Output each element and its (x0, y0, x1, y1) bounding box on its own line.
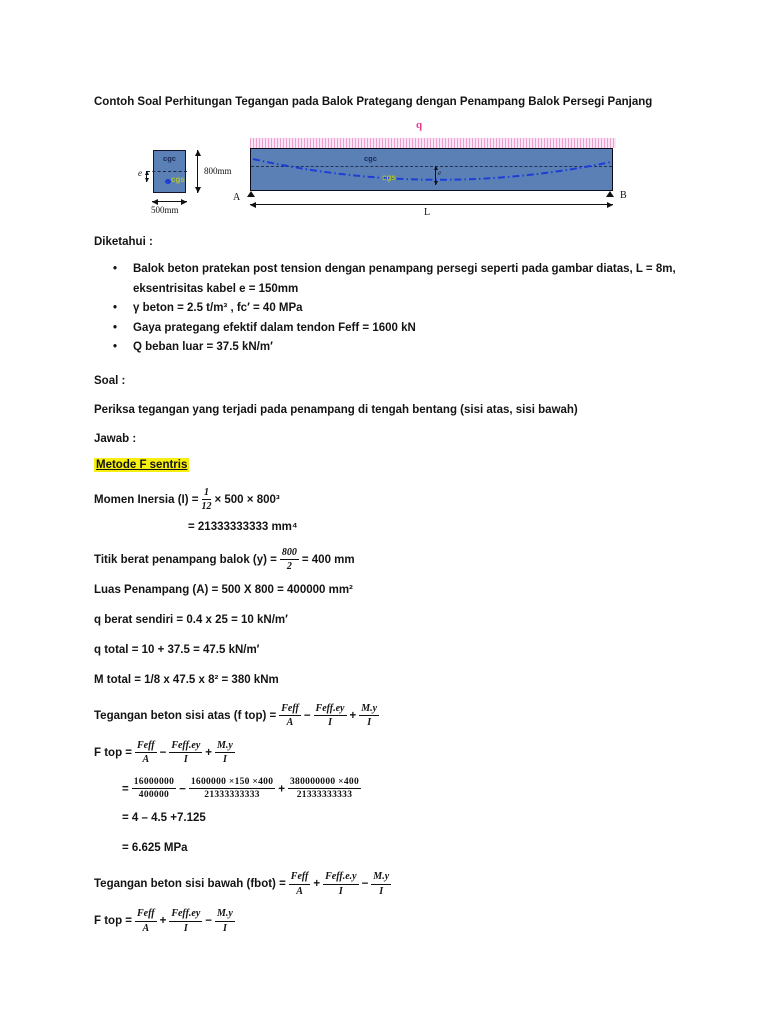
page-title: Contoh Soal Perhitungan Tegangan pada Balok Prategang dengan Penampang Balok Persegi Panjang (94, 96, 653, 108)
fraction: $\frac{800}{2}$ (281, 546, 297, 572)
cgs-label: cgs (171, 175, 185, 184)
fraction: $\frac{\text{Feff}}{A}$ (137, 739, 155, 765)
operator: + (313, 878, 321, 891)
eq-ftop (94, 740, 679, 766)
eq-ftop-numeric (122, 777, 679, 802)
eq-fbot (94, 908, 679, 934)
eq-ftop-result-1: = 4 – 4.5 +7.125 (122, 812, 206, 825)
fraction: $\frac{M.y}{I}$ (217, 739, 233, 765)
eq-lhs: Tegangan beton sisi atas (f top) = (94, 709, 277, 722)
method-heading (94, 459, 679, 471)
known-item: • γ beton = 2.5 t/m³ , fc′ = 40 MPa (94, 299, 679, 319)
width-dim-arrow (152, 201, 187, 202)
eq-m-total: M total = 1/8 x 47.5 x 8² = 380 kNm (94, 673, 279, 686)
eq-q-total: q total = 10 + 37.5 = 47.5 kN/m′ (94, 643, 260, 656)
fraction: $\frac{1}{12}$ (201, 486, 212, 512)
eq-lhs: Titik berat penampang balok (y) = (94, 553, 277, 566)
operator: − (159, 746, 167, 759)
eq-lhs: = (122, 782, 129, 795)
operator: − (361, 878, 369, 891)
known-heading: Diketahui : (94, 236, 153, 248)
fraction: $\frac{\text{Feff.ey}}{I}$ (171, 739, 201, 765)
operator: + (349, 709, 357, 722)
eq-rhs: = 400 mm (301, 553, 355, 566)
operator: − (205, 915, 213, 928)
fraction: $\frac{\text{Feff}}{A}$ (281, 702, 299, 728)
known-list (94, 260, 679, 358)
tendon-profile-curve (251, 149, 614, 192)
support-a-label: A (233, 192, 241, 203)
fraction: $\frac{1600000 \times 150 \times 400}{21333333333}$ (190, 776, 274, 801)
known-item: • Gaya prategang efektif dalam tendon Feff = 1600 kN (94, 319, 679, 339)
answer-heading: Jawab : (94, 432, 137, 445)
span-dim-label: L (424, 207, 431, 218)
eq-luas: Luas Penampang (A) = 500 X 800 = 400000 mm² (94, 583, 353, 596)
fraction: $\frac{16000000}{400000}$ (133, 776, 175, 801)
width-dim-label: 500mm (151, 205, 179, 215)
beam-cgs-label: cgs (382, 173, 396, 182)
height-dim-arrow (197, 150, 198, 193)
problem-heading: Soal : (94, 374, 126, 387)
fraction: $\frac{M.y}{I}$ (361, 702, 378, 728)
eccentricity-arrow (146, 171, 147, 182)
support-b-label: B (620, 190, 627, 201)
cross-section-centroid-line (147, 171, 187, 172)
known-item: • Q beban luar = 37.5 kN/m′ (94, 338, 679, 358)
eq-ftop-result-2: = 6.625 MPa (122, 842, 188, 855)
fraction: $\frac{\text{Feff}}{A}$ (290, 871, 309, 897)
eccentricity-label: e (138, 168, 142, 178)
beam-eccentricity-label: e (438, 169, 442, 177)
method-highlight: Metode F sentris (96, 458, 188, 471)
eq-inersia-result: = 21333333333 mm⁴ (188, 520, 298, 533)
eq-fbot-definition (94, 871, 679, 897)
known-item: • Balok beton pratekan post tension dengan penampang persegi seperti pada gambar diatas, L = 8m, eksentrisitas kabel e = 150mm (94, 260, 679, 299)
fraction: $\frac{\text{Feff.ey}}{I}$ (171, 908, 201, 934)
eq-lhs: F top = (94, 746, 133, 759)
eq-titik-berat (94, 547, 679, 573)
eq-momen-inersia (94, 487, 679, 513)
operator: + (159, 915, 167, 928)
fraction: $\frac{\text{Feff.e.y}}{I}$ (325, 871, 357, 897)
fraction: $\frac{\text{Feff}}{A}$ (137, 908, 155, 934)
beam-eccentricity-arrow (435, 166, 436, 185)
support-left-triangle (247, 191, 255, 197)
distributed-load-hatch (250, 138, 616, 148)
problem-text: Periksa tegangan yang terjadi pada penampang di tengah bentang (sisi atas, sisi bawah) (94, 403, 578, 416)
eq-lhs: Tegangan beton sisi bawah (fbot) = (94, 878, 286, 891)
eq-lhs: F top = (94, 915, 133, 928)
cgc-label: cgc (163, 154, 176, 163)
operator: + (278, 782, 285, 795)
eq-q-sendiri: q berat sendiri = 0.4 x 25 = 10 kN/m′ (94, 613, 288, 626)
fraction: $\frac{380000000 \times 400}{21333333333}$ (290, 776, 359, 801)
distributed-load-label: q (416, 119, 423, 131)
cross-section-rect (153, 150, 186, 193)
operator: − (303, 709, 311, 722)
eq-lhs: Momen Inersia (I) = (94, 493, 199, 506)
eq-rhs: × 500 × 800³ (214, 493, 280, 506)
eq-ftop-definition (94, 703, 679, 729)
fraction: $\frac{M.y}{I}$ (373, 871, 390, 897)
fraction: $\frac{M.y}{I}$ (217, 908, 233, 934)
height-dim-label: 800mm (204, 166, 232, 176)
support-right-triangle (606, 191, 614, 197)
beam-cgc-label: cgc (364, 154, 377, 163)
operator: − (179, 782, 186, 795)
beam-rect (250, 148, 613, 191)
beam-diagram (0, 118, 768, 223)
operator: + (205, 746, 213, 759)
span-dim-arrow (250, 204, 613, 205)
fraction: $\frac{\text{Feff.ey}}{I}$ (315, 702, 345, 728)
